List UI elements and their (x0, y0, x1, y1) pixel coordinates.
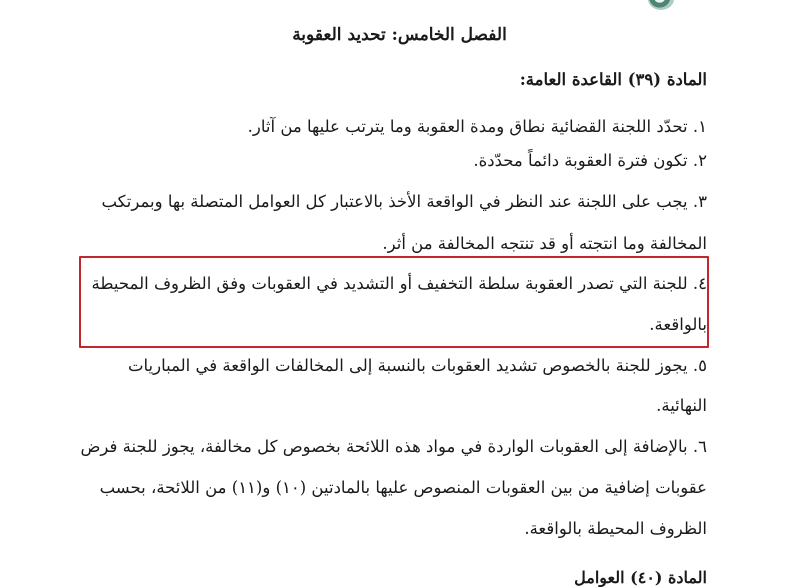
chapter-title: الفصل الخامس: تحديد العقوبة (292, 25, 507, 45)
clause-4-line-2: بالواقعة. (649, 315, 707, 334)
clause-3-line-1: ٣. يجب على اللجنة عند النظر في الواقعة الأخذ بالاعتبار كل العوامل المتصلة بها وبمرتكب (101, 192, 707, 211)
clause-2: ٢. تكون فترة العقوبة دائماً محدّدة. (473, 151, 707, 170)
clause-3-line-2: المخالفة وما انتجته أو قد تنتجه المخالفة من أثر. (382, 234, 707, 253)
article-heading: المادة (٣٩) القاعدة العامة: (519, 70, 707, 89)
next-article-heading-cut: المادة (٤٠) العوامل (574, 568, 707, 587)
clause-6-line-2: عقوبات إضافية من بين العقوبات المنصوص عليها بالمادتين (١٠) و(١١) من اللائحة، بحسب (99, 478, 707, 497)
logo-emblem-fragment (648, 0, 674, 10)
clause-6-line-1: ٦. بالإضافة إلى العقوبات الواردة في مواد هذه اللائحة بخصوص كل مخالفة، يجوز للجنة فرض (80, 437, 707, 456)
clause-1: ١. تحدّد اللجنة القضائية نطاق ومدة العقوبة وما يترتب عليها من آثار. (247, 117, 707, 136)
clause-5-line-2: النهائية. (656, 396, 707, 415)
clause-6-line-3: الظروف المحيطة بالواقعة. (524, 519, 707, 538)
clause-4-line-1: ٤. للجنة التي تصدر العقوبة سلطة التخفيف أو التشديد في العقوبات وفق الظروف المحيطة (91, 274, 707, 293)
clause-5-line-1: ٥. يجوز للجنة بالخصوص تشديد العقوبات بالنسبة إلى المخالفات الواقعة في المباريات (127, 356, 707, 375)
